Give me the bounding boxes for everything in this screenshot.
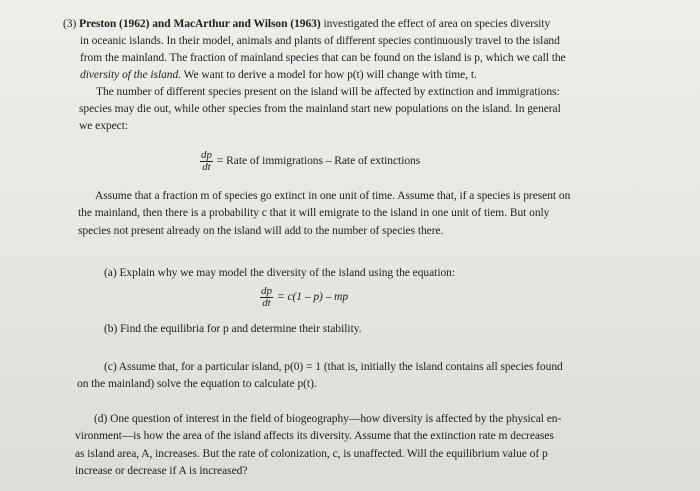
problem-intro-line-1: (3) Preston (1962) and MacArthur and Wilson (1963) investigated the effect of area on species diversity [63,18,551,30]
part-d-line-2: vironment—is how the area of the island affects its diversity. Assume that the extinction rate m decreases [75,430,554,442]
assumption-line-2: the mainland, then there is a probability c that it will emigrate to the island in one unit of tiem. But only [78,207,550,219]
assumption-line-1: Assume that a fraction m of species go extinct in one unit of time. Assume that, if a species is present on [95,190,571,202]
problem-intro-line-7: we expect: [79,120,128,132]
part-c-line-2: on the mainland) solve the equation to calculate p(t). [77,378,317,390]
part-b-text: (b) Find the equilibria for p and determine their stability. [104,323,362,335]
equation-model: $\frac{dp}{dt}$ = c(1 – p) – mp [261,285,349,309]
part-a-text: (a) Explain why we may model the diversity of the island using the equation: [104,267,456,279]
part-d-line-4: increase or decrease if A is increased? [75,465,248,477]
assumption-line-3: species not present already on the island will add to the number of species there. [78,225,444,237]
derivative-fraction: $\frac{dp}{dt}$ [201,149,212,173]
problem-intro-line-2: in oceanic islands. In their model, animals and plants of different species continuously travel to the island [80,35,560,47]
citation-text: Preston (1962) and MacArthur and Wilson (1963) [79,18,321,30]
problem-intro-line-4: diversity of the island. We want to derive a model for how p(t) will change with time, t. [80,69,477,81]
part-d-line-1: (d) One question of interest in the field of biogeography—how diversity is affected by the physical en- [94,413,562,425]
part-d-line-3: as island area, A, increases. But the rate of colonization, c, is unaffected. Will the equilibrium value of p [75,448,548,460]
derivative-fraction: $\frac{dp}{dt}$ [261,285,272,309]
part-c-line-1: (c) Assume that, for a particular island, p(0) = 1 (that is, initially the island contains all species found [104,361,563,373]
show-through-text [60,172,63,183]
equation-rate: $\frac{dp}{dt}$ = Rate of immigrations – Rate of extinctions [201,149,421,173]
problem-intro-line-6: species may die out, while other species from the mainland start new populations on the island. In general [79,103,561,115]
problem-number: (3) [63,18,77,30]
problem-intro-line-3: from the mainland. The fraction of mainland species that can be found on the island is p, which we call the [80,52,566,64]
problem-intro-line-5: The number of different species present on the island will be affected by extinction and immigrations: [96,86,560,98]
